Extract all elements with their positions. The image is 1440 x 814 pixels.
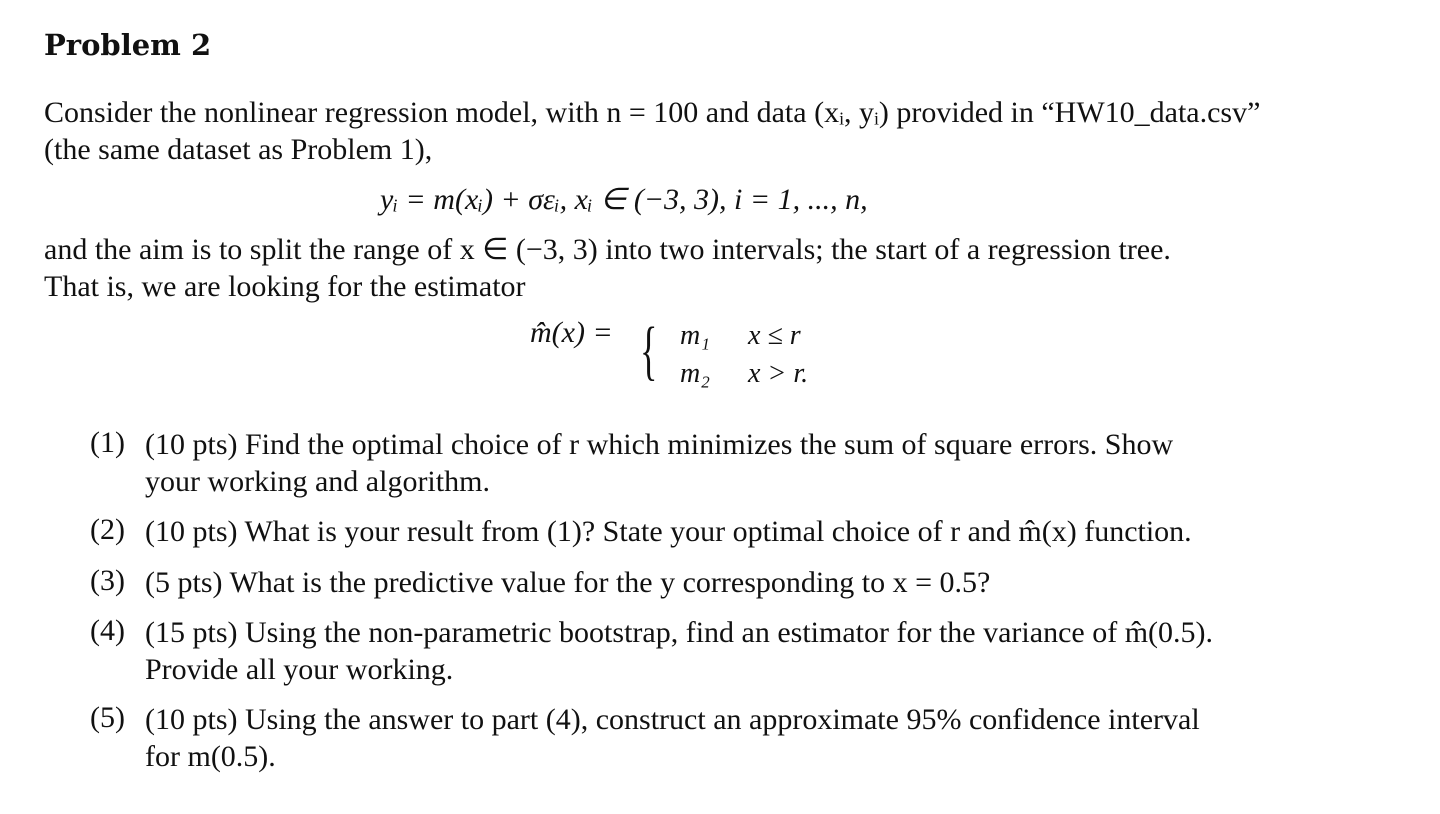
part-2 <box>145 513 1192 550</box>
case1-condition: x ≤ r <box>748 320 801 351</box>
part-3-number: (3) <box>90 564 125 597</box>
part-1 <box>145 426 1173 500</box>
intro-line-4: That is, we are looking for the estimator <box>44 270 526 303</box>
left-brace: { <box>640 314 658 387</box>
part-5 <box>145 701 1200 775</box>
case1-value: m₁ <box>680 320 710 351</box>
part-5-line-1: (10 pts) Using the answer to part (4), construct an approximate 95% confidence interval <box>145 703 1200 736</box>
intro-line-1: Consider the nonlinear regression model, with n = 100 and data (xᵢ, yᵢ) provided in “HW10_data.csv” <box>44 96 1261 129</box>
part-5-line-2: for m(0.5). <box>145 740 276 773</box>
part-2-line-1: (10 pts) What is your result from (1)? State your optimal choice of r and m̂(x) function. <box>145 515 1192 548</box>
part-4-line-1: (15 pts) Using the non-parametric bootstrap, find an estimator for the variance of m̂(0.5). <box>145 616 1214 649</box>
case2-value: m₂ <box>680 358 710 389</box>
estimator-lhs: m̂(x) = <box>530 316 613 349</box>
part-1-line-1: (10 pts) Find the optimal choice of r which minimizes the sum of square errors. Show <box>145 428 1174 461</box>
part-3 <box>145 564 990 601</box>
part-1-line-2: your working and algorithm. <box>145 465 490 498</box>
intro-line-2: (the same dataset as Problem 1), <box>44 133 433 166</box>
case2-condition: x > r. <box>748 358 809 389</box>
part-2-number: (2) <box>90 513 125 546</box>
part-3-line-1: (5 pts) What is the predictive value for the y corresponding to x = 0.5? <box>145 566 991 599</box>
intro-line-3: and the aim is to split the range of x ∈ (−3, 3) into two intervals; the start of a regression tree. <box>44 233 1171 266</box>
part-4-line-2: Provide all your working. <box>145 653 454 686</box>
part-4-number: (4) <box>90 614 125 647</box>
part-5-number: (5) <box>90 701 125 734</box>
model-equation: yᵢ = m(xᵢ) + σεᵢ, xᵢ ∈ (−3, 3), i = 1, ..., n, <box>380 183 868 216</box>
problem-title: Problem 2 <box>44 28 212 62</box>
part-1-number: (1) <box>90 426 125 459</box>
part-4 <box>145 614 1213 688</box>
